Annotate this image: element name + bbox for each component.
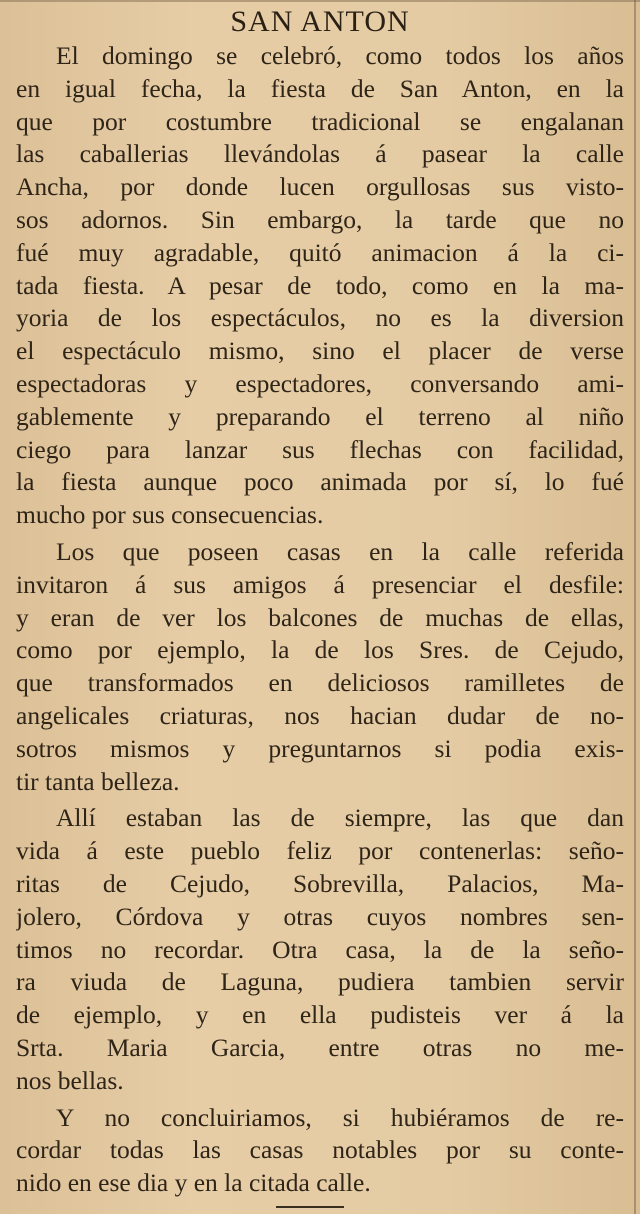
top-border-rule (0, 0, 640, 2)
text-line: tada fiesta. A pesar de todo, como en la ma- (16, 270, 624, 300)
article-paragraph (16, 536, 624, 798)
article-title: SAN ANTON (230, 5, 410, 38)
closing-rule (276, 1206, 344, 1208)
text-line: Ancha, por donde lucen orgullosas sus visto- (16, 172, 624, 202)
text-line: nido en ese dia y en la citada calle. (16, 1168, 371, 1198)
article-body (16, 40, 624, 1200)
text-line: timos no recordar. Otra casa, la de la seño- (16, 934, 624, 964)
text-line: nos bellas. (16, 1065, 124, 1095)
text-line: fué muy agradable, quitó animacion á la ci- (16, 237, 624, 267)
text-line: jolero, Córdova y otras cuyos nombres sen- (16, 901, 624, 931)
article-paragraph (16, 40, 624, 532)
text-line: invitaron á sus amigos á presenciar el desfile: (16, 569, 624, 599)
text-line: angelicales criaturas, nos hacian dudar de no- (16, 700, 624, 730)
text-line: sotros mismos y preguntarnos si podia exis- (16, 733, 624, 763)
article-paragraph (16, 802, 624, 1097)
column-edge-rule (634, 0, 636, 1214)
text-line: El domingo se celebró, como todos los años (56, 41, 624, 70)
text-line: como por ejemplo, la de los Sres. de Cejudo, (16, 635, 624, 665)
text-line: mucho por sus consecuencias. (16, 500, 324, 530)
text-line: ra viuda de Laguna, pudiera tambien servir (16, 967, 624, 997)
text-line: Srta. Maria Garcia, entre otras no me- (16, 1032, 624, 1062)
text-line: Y no concluiriamos, si hubiéramos de re- (56, 1102, 624, 1132)
text-line: y eran de ver los balcones de muchas de ellas, (16, 602, 624, 632)
article-paragraph (16, 1102, 624, 1200)
text-line: Allí estaban las de siempre, las que dan (56, 803, 624, 833)
text-line: la fiesta aunque poco animada por sí, lo fué (16, 467, 624, 497)
text-line: Los que poseen casas en la calle referida (56, 536, 624, 566)
text-line: que por costumbre tradicional se engalanan (16, 106, 624, 136)
text-line: yoria de los espectáculos, no es la diversion (16, 303, 624, 333)
text-line: las caballerias llevándolas á pasear la calle (16, 139, 624, 169)
text-line: ritas de Cejudo, Sobrevilla, Palacios, Ma- (16, 868, 624, 898)
text-line: espectadoras y espectadores, conversando ami- (16, 368, 624, 398)
text-line: vida á este pueblo feliz por contenerlas: seño- (16, 836, 624, 866)
text-line: ciego para lanzar sus flechas con facilidad, (16, 434, 624, 464)
text-line: en igual fecha, la fiesta de San Anton, en la (16, 73, 624, 103)
text-line: cordar todas las casas notables por su conte- (16, 1135, 624, 1165)
text-line: tir tanta belleza. (16, 766, 180, 796)
text-line: el espectáculo mismo, sino el placer de verse (16, 336, 624, 366)
text-line: que transformados en deliciosos ramilletes de (16, 668, 624, 698)
text-line: de ejemplo, y en ella pudisteis ver á la (16, 1000, 624, 1030)
text-line: gablemente y preparando el terreno al niño (16, 401, 624, 431)
text-line: sos adornos. Sin embargo, la tarde que no (16, 204, 624, 234)
